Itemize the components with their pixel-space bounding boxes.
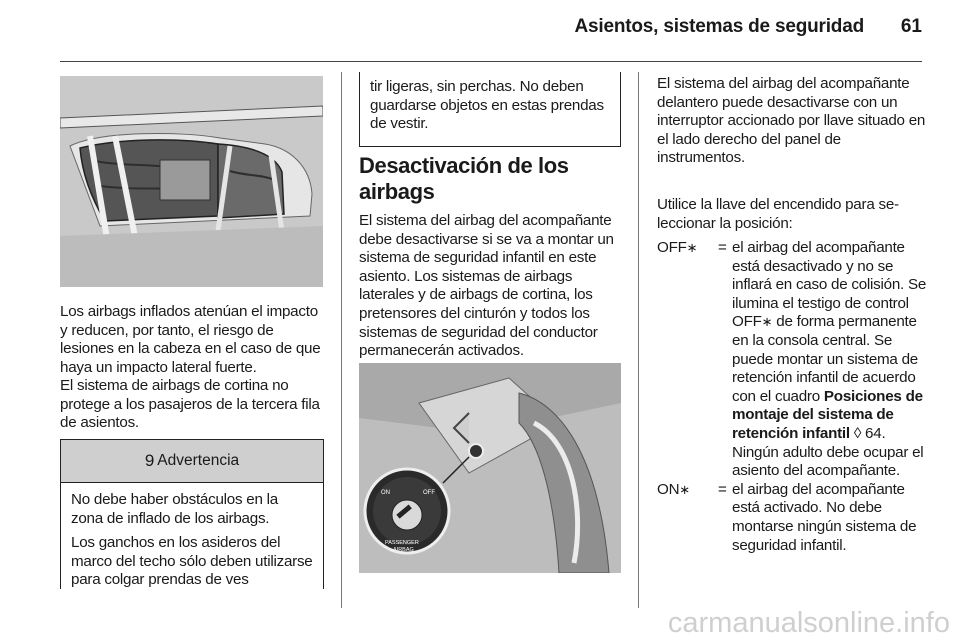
key-switch-illustration: [359, 363, 621, 573]
warning-box-body: [61, 483, 323, 590]
warning-paragraph-2: Los ganchos en los asideros del marco del techo sólo deben utilizarse para colgar prendas de ves: [71, 534, 313, 589]
page-header-title: Asientos, sistemas de seguridad: [574, 16, 864, 37]
paragraph-deactivation: El sistema del airbag del acompañante debe desactivarse si se va a montar un sistema de seguridad infantil en este asiento. Los sistemas de airbags laterales y de airbags de cortina, los pretensores del cinturón y todos los sistemas de seguridad del conductor permanecerán activados.: [359, 212, 614, 360]
airbag-off-icon-inline: ∗: [761, 314, 773, 330]
definition-on: [657, 481, 927, 555]
paragraph-select-position: Utilice la llave del encendido para seleccionar la posición:: [657, 196, 900, 232]
page-number: 61: [900, 16, 922, 37]
off-desc-page-ref: ◊ 64.: [849, 424, 886, 442]
curtain-airbag-illustration: [60, 76, 323, 287]
off-term-text: OFF: [657, 239, 687, 256]
section-heading: Desactivación de los airbags: [359, 153, 569, 204]
airbag-off-icon: ∗: [686, 240, 698, 255]
warning-box: [60, 439, 324, 589]
airbag-on-icon: ∗: [679, 481, 690, 497]
curtain-airbag-figure: [60, 76, 323, 287]
definition-off-description: [732, 239, 927, 481]
switch-off-label: OFF: [423, 490, 435, 496]
warning-box-continued: [359, 72, 621, 147]
definition-off-term: [657, 239, 718, 481]
switch-airbag-label: AIRBAG: [393, 547, 414, 553]
paragraph-inflated-airbags: Los airbags inflados atenúan el impacto y reducen, por tanto, el riesgo de lesiones en la cabeza en el caso de que haya un impacto lateral fuerte.: [60, 303, 321, 376]
definition-on-term: [657, 481, 718, 555]
definition-on-description: el airbag del acompañante está activado. No debe montarse ningún sistema de seguridad infantil.: [732, 480, 917, 554]
column-divider-1: [341, 72, 342, 608]
column-divider-2: [638, 72, 639, 608]
on-term-text: ON: [657, 480, 680, 498]
warning-title: Advertencia: [157, 452, 240, 469]
paragraph-third-row: El sistema de airbags de cortina no protege a los pasajeros de la tercera fila de asientos.: [60, 377, 320, 432]
definition-off: [657, 239, 927, 481]
key-switch-figure: [359, 363, 621, 573]
position-definition-list: [657, 239, 927, 555]
warning-box-header: [61, 439, 323, 483]
paragraph-key-switch: El sistema del airbag del acompañante delantero puede desactivarse con un interruptor accionado por llave situado en el lado derecho del panel de instrumentos.: [657, 75, 926, 167]
off-desc-part-1: el airbag del acompañante está desactivado y no se inflará en caso de colisión. Se ilumina el testigo de control OFF: [732, 239, 927, 331]
warning-icon: 9: [144, 451, 155, 470]
switch-passenger-label: PASSENGER: [385, 540, 419, 546]
warning-continued-text: tir ligeras, sin perchas. No deben guardarse objetos en estas prendas de vestir.: [370, 78, 604, 133]
switch-on-label: ON: [381, 490, 390, 496]
definition-off-equals: =: [718, 239, 727, 256]
definition-on-equals: =: [718, 480, 727, 498]
watermark: carmanualsonline.info: [667, 607, 950, 639]
off-desc-part-2: de forma permanente en la consola central. Se puede montar un sistema de retención infantil de acuerdo con el cuadro: [732, 313, 918, 405]
off-desc-crossref[interactable]: Posiciones de montaje del sistema de retención infantil: [732, 387, 923, 442]
header-rule: [60, 61, 922, 62]
warning-paragraph-1: No debe haber obstáculos en la zona de inflado de los airbags.: [71, 491, 278, 527]
off-desc-part-3: Ningún adulto debe ocupar el asiento del acompañante.: [732, 443, 924, 480]
